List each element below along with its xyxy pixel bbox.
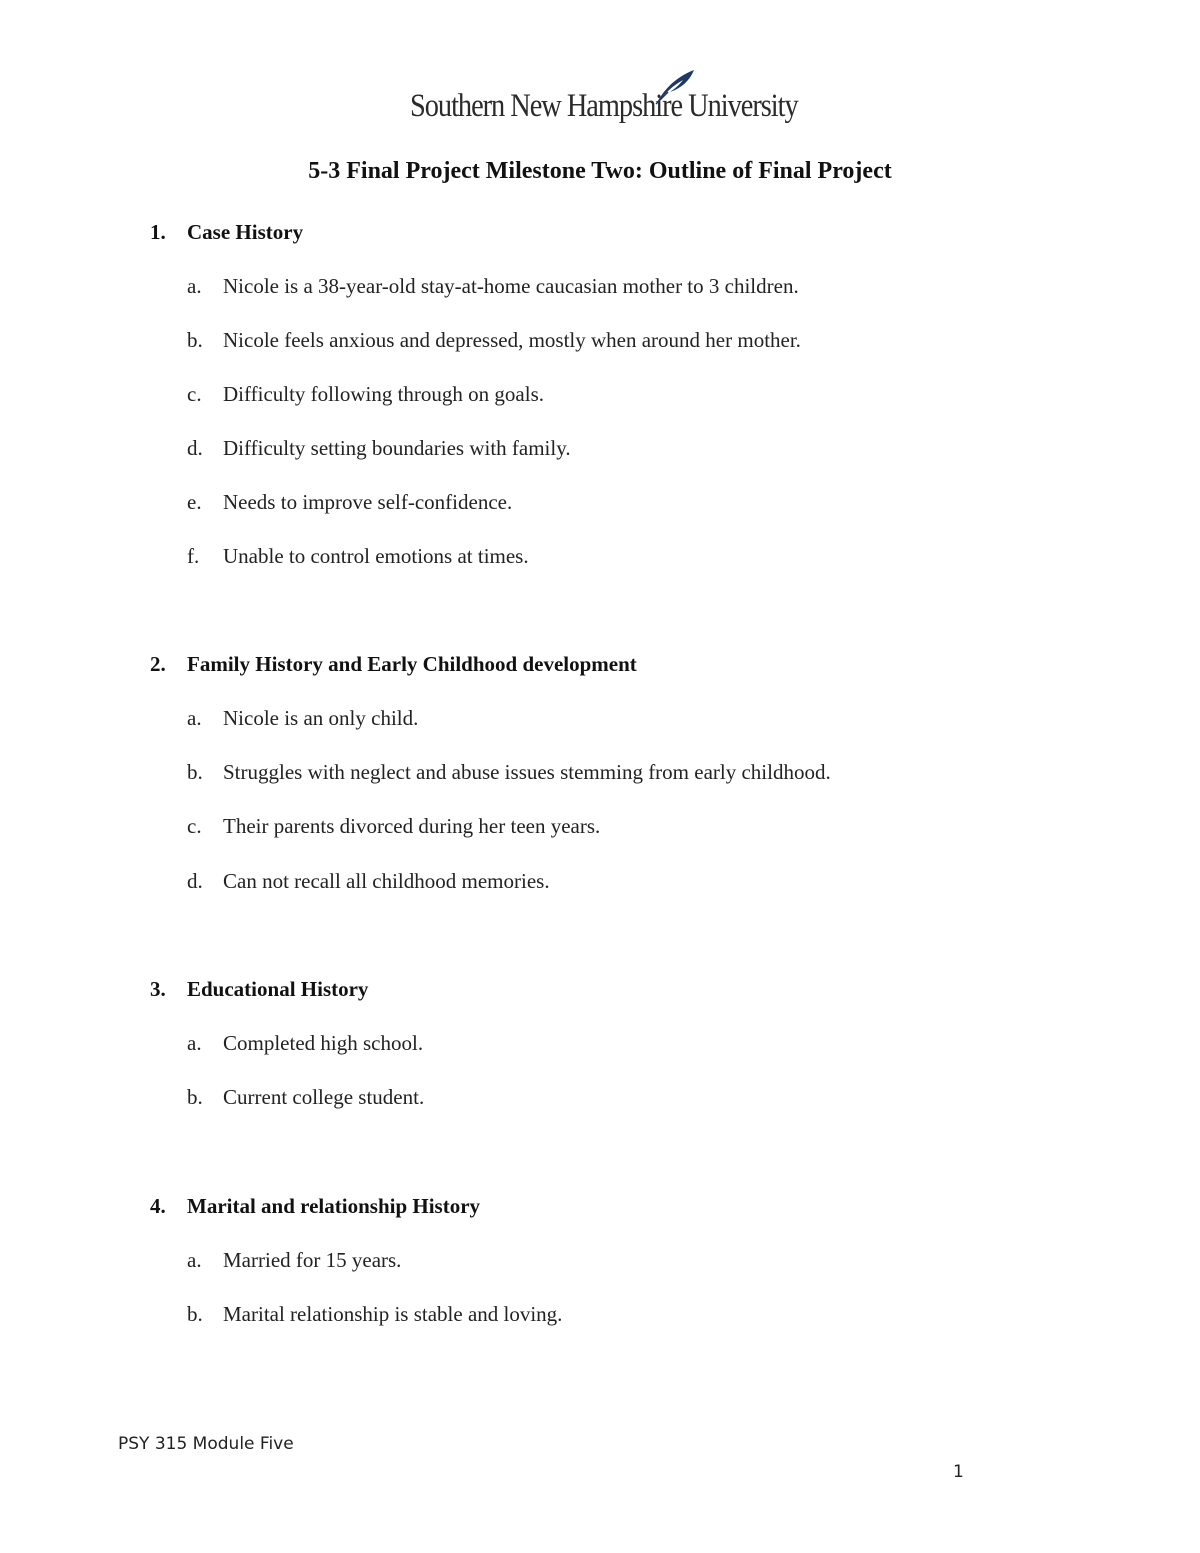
section-number: 3. (150, 977, 166, 1001)
list-item: e. Needs to improve self-confidence. (187, 490, 513, 514)
list-item: a. Completed high school. (187, 1031, 424, 1055)
logo-wordmark: Southern New Hampshire University (410, 88, 798, 124)
list-item: b. Nicole feels anxious and depressed, mostly when around her mother. (187, 328, 801, 352)
section-number: 1. (150, 220, 166, 244)
document-title: 5-3 Final Project Milestone Two: Outline of Final Project (308, 158, 892, 184)
list-item: b. Marital relationship is stable and loving. (187, 1302, 563, 1326)
list-item: b. Struggles with neglect and abuse issues stemming from early childhood. (187, 760, 831, 784)
section-number: 4. (150, 1194, 166, 1218)
list-item: b. Current college student. (187, 1085, 425, 1109)
section-title: Marital and relationship History (187, 1194, 481, 1218)
university-logo (410, 68, 800, 132)
list-item: c. Difficulty following through on goals. (187, 382, 544, 406)
section-heading (150, 1194, 480, 1219)
section-number: 2. (150, 652, 166, 676)
page-number: 1 (953, 1462, 964, 1482)
section-heading (150, 220, 303, 245)
feather-icon (650, 68, 698, 108)
list-item: a. Nicole is an only child. (187, 706, 419, 730)
list-item: a. Nicole is a 38-year-old stay-at-home caucasian mother to 3 children. (187, 274, 799, 298)
section-title: Family History and Early Childhood development (187, 652, 637, 676)
section-heading (150, 977, 368, 1002)
section-heading (150, 652, 637, 677)
list-item: a. Married for 15 years. (187, 1248, 402, 1272)
list-item: c. Their parents divorced during her teen years. (187, 814, 601, 838)
list-item: d. Can not recall all childhood memories. (187, 869, 550, 893)
list-item: d. Difficulty setting boundaries with family. (187, 436, 571, 460)
section-title: Educational History (187, 977, 369, 1001)
list-item: f. Unable to control emotions at times. (187, 544, 529, 568)
footer-course: PSY 315 Module Five (118, 1434, 294, 1454)
section-title: Case History (187, 220, 304, 244)
